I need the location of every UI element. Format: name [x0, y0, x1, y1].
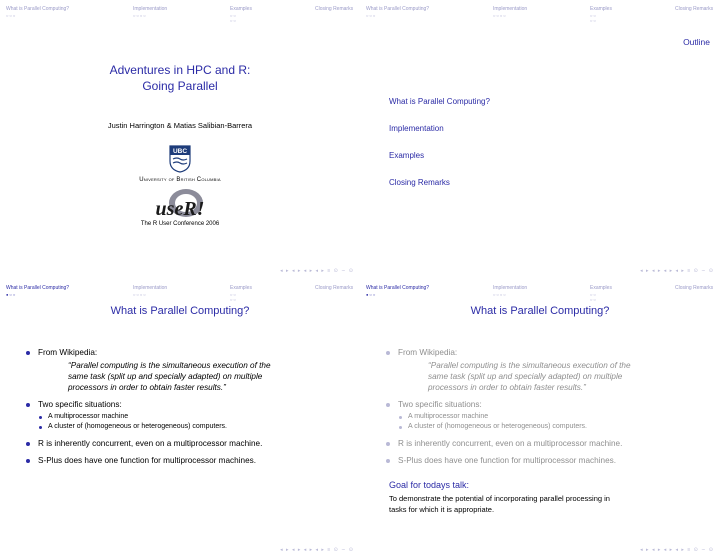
nav-header [360, 279, 720, 305]
nav-section-closing[interactable]: Closing Remarks [315, 6, 354, 12]
nav-section-parallel[interactable]: What is Parallel Computing? [6, 6, 70, 12]
nav-dots: ○○○○ [133, 13, 147, 18]
nav-section-examples[interactable]: Examples [230, 285, 252, 291]
quote-line: “Parallel computing is the simultaneous execution of the [68, 361, 271, 370]
quote-line: processors in order to obtain faster results.” [68, 383, 226, 392]
nav-section-parallel[interactable]: What is Parallel Computing? [366, 285, 430, 291]
nav-header [360, 0, 720, 26]
slide-nav-controls[interactable]: ◂ ▸ ◂ ▸ ◂ ▸ ◂ ▸ ≡ ⊙ ∽ ⊙ [640, 547, 714, 553]
list-item [384, 399, 704, 432]
nav-section-parallel[interactable]: What is Parallel Computing? [366, 6, 430, 12]
user-logo-text: useR! [155, 198, 205, 220]
slide-what-is-parallel [0, 279, 360, 557]
goal-text [389, 493, 709, 515]
frame-title: Outline [683, 37, 710, 47]
list-item [24, 347, 344, 393]
sub-list [398, 412, 704, 432]
situations-label: Two specific situations: [398, 400, 482, 409]
goal-block [389, 480, 709, 515]
goal-title: Goal for todays talk: [389, 480, 470, 490]
nav-dots: ○○○○ [133, 292, 147, 297]
nav-section-implementation[interactable]: Implementation [493, 285, 528, 291]
list-item: S-Plus does have one function for multiprocessor machines. [24, 455, 344, 466]
quote-line: same task (split up and specially adapted) on multiple [68, 372, 263, 381]
slide-title [0, 0, 360, 278]
bullet-list [24, 347, 344, 472]
wiki-label: From Wikipedia: [38, 348, 98, 357]
title-line-1: Adventures in HPC and R: [109, 63, 251, 77]
sub-item: A multiprocessor machine [398, 412, 704, 422]
presentation-title [0, 62, 360, 94]
slide-nav-controls[interactable]: ◂ ▸ ◂ ▸ ◂ ▸ ◂ ▸ ≡ ⊙ ∽ ⊙ [280, 547, 354, 553]
nav-dots: ○○○ [6, 13, 17, 18]
nav-section-parallel[interactable]: What is Parallel Computing? [6, 285, 70, 291]
list-item: R is inherently concurrent, even on a multiprocessor machine. [24, 438, 344, 449]
nav-dots: ○○ ○○ [590, 13, 597, 23]
sub-list [38, 412, 344, 432]
authors: Justin Harrington & Matias Salibian-Barrera [107, 121, 253, 130]
nav-dots: ●○○ [366, 292, 377, 297]
outline-item[interactable]: Examples [389, 151, 425, 160]
nav-dots: ○○ ○○ [590, 292, 597, 302]
list-item [384, 347, 704, 393]
slide-outline [360, 0, 720, 278]
frame-title: What is Parallel Computing? [470, 305, 610, 317]
sub-item: A cluster of (homogeneous or heterogeneous) computers. [38, 422, 344, 432]
list-item: R is inherently concurrent, even on a multiprocessor machine. [384, 438, 704, 449]
quote-line: processors in order to obtain faster results.” [428, 383, 586, 392]
quote-line: “Parallel computing is the simultaneous execution of the [428, 361, 631, 370]
situations-label: Two specific situations: [38, 400, 122, 409]
nav-header [0, 0, 360, 26]
conference-name: The R User Conference 2006 [140, 221, 220, 227]
outline-item[interactable]: Closing Remarks [389, 178, 450, 187]
ubc-logo-icon [169, 145, 191, 173]
slide-nav-controls[interactable]: ◂ ▸ ◂ ▸ ◂ ▸ ◂ ▸ ≡ ⊙ ∽ ⊙ [280, 268, 354, 274]
nav-section-examples[interactable]: Examples [590, 6, 612, 12]
nav-section-implementation[interactable]: Implementation [133, 6, 168, 12]
wiki-label: From Wikipedia: [398, 348, 458, 357]
sub-item: A multiprocessor machine [38, 412, 344, 422]
sub-item: A cluster of (homogeneous or heterogeneous) computers. [398, 422, 704, 432]
title-line-2: Going Parallel [142, 79, 218, 93]
nav-dots: ○○ ○○ [230, 13, 237, 23]
ubc-logo-text: UBC [172, 148, 188, 156]
quote-line: same task (split up and specially adapted) on multiple [428, 372, 623, 381]
bullet-list-faded [384, 347, 704, 472]
nav-header [0, 279, 360, 305]
nav-dots: ○○○ [366, 13, 377, 18]
nav-dots: ○○ ○○ [230, 292, 237, 302]
nav-dots: ○○○○ [493, 13, 507, 18]
outline-item[interactable]: What is Parallel Computing? [389, 97, 490, 106]
slide-what-is-parallel-goal [360, 279, 720, 557]
nav-section-implementation[interactable]: Implementation [493, 6, 528, 12]
goal-line: tasks for which it is appropriate. [389, 505, 495, 514]
nav-section-closing[interactable]: Closing Remarks [675, 6, 714, 12]
nav-section-examples[interactable]: Examples [590, 285, 612, 291]
outline-item[interactable]: Implementation [389, 124, 444, 133]
list-item: S-Plus does have one function for multiprocessor machines. [384, 455, 704, 466]
nav-section-implementation[interactable]: Implementation [133, 285, 168, 291]
goal-line: To demonstrate the potential of incorporating parallel processing in [389, 494, 610, 503]
nav-section-examples[interactable]: Examples [230, 6, 252, 12]
nav-dots: ○○○○ [493, 292, 507, 297]
nav-section-closing[interactable]: Closing Remarks [675, 285, 714, 291]
university-name: University of British Columbia [139, 177, 221, 183]
user-conference-logo-icon [140, 186, 220, 222]
nav-dots: ●○○ [6, 292, 17, 297]
frame-title: What is Parallel Computing? [110, 305, 250, 317]
nav-section-closing[interactable]: Closing Remarks [315, 285, 354, 291]
list-item [24, 399, 344, 432]
slide-nav-controls[interactable]: ◂ ▸ ◂ ▸ ◂ ▸ ◂ ▸ ≡ ⊙ ∽ ⊙ [640, 268, 714, 274]
